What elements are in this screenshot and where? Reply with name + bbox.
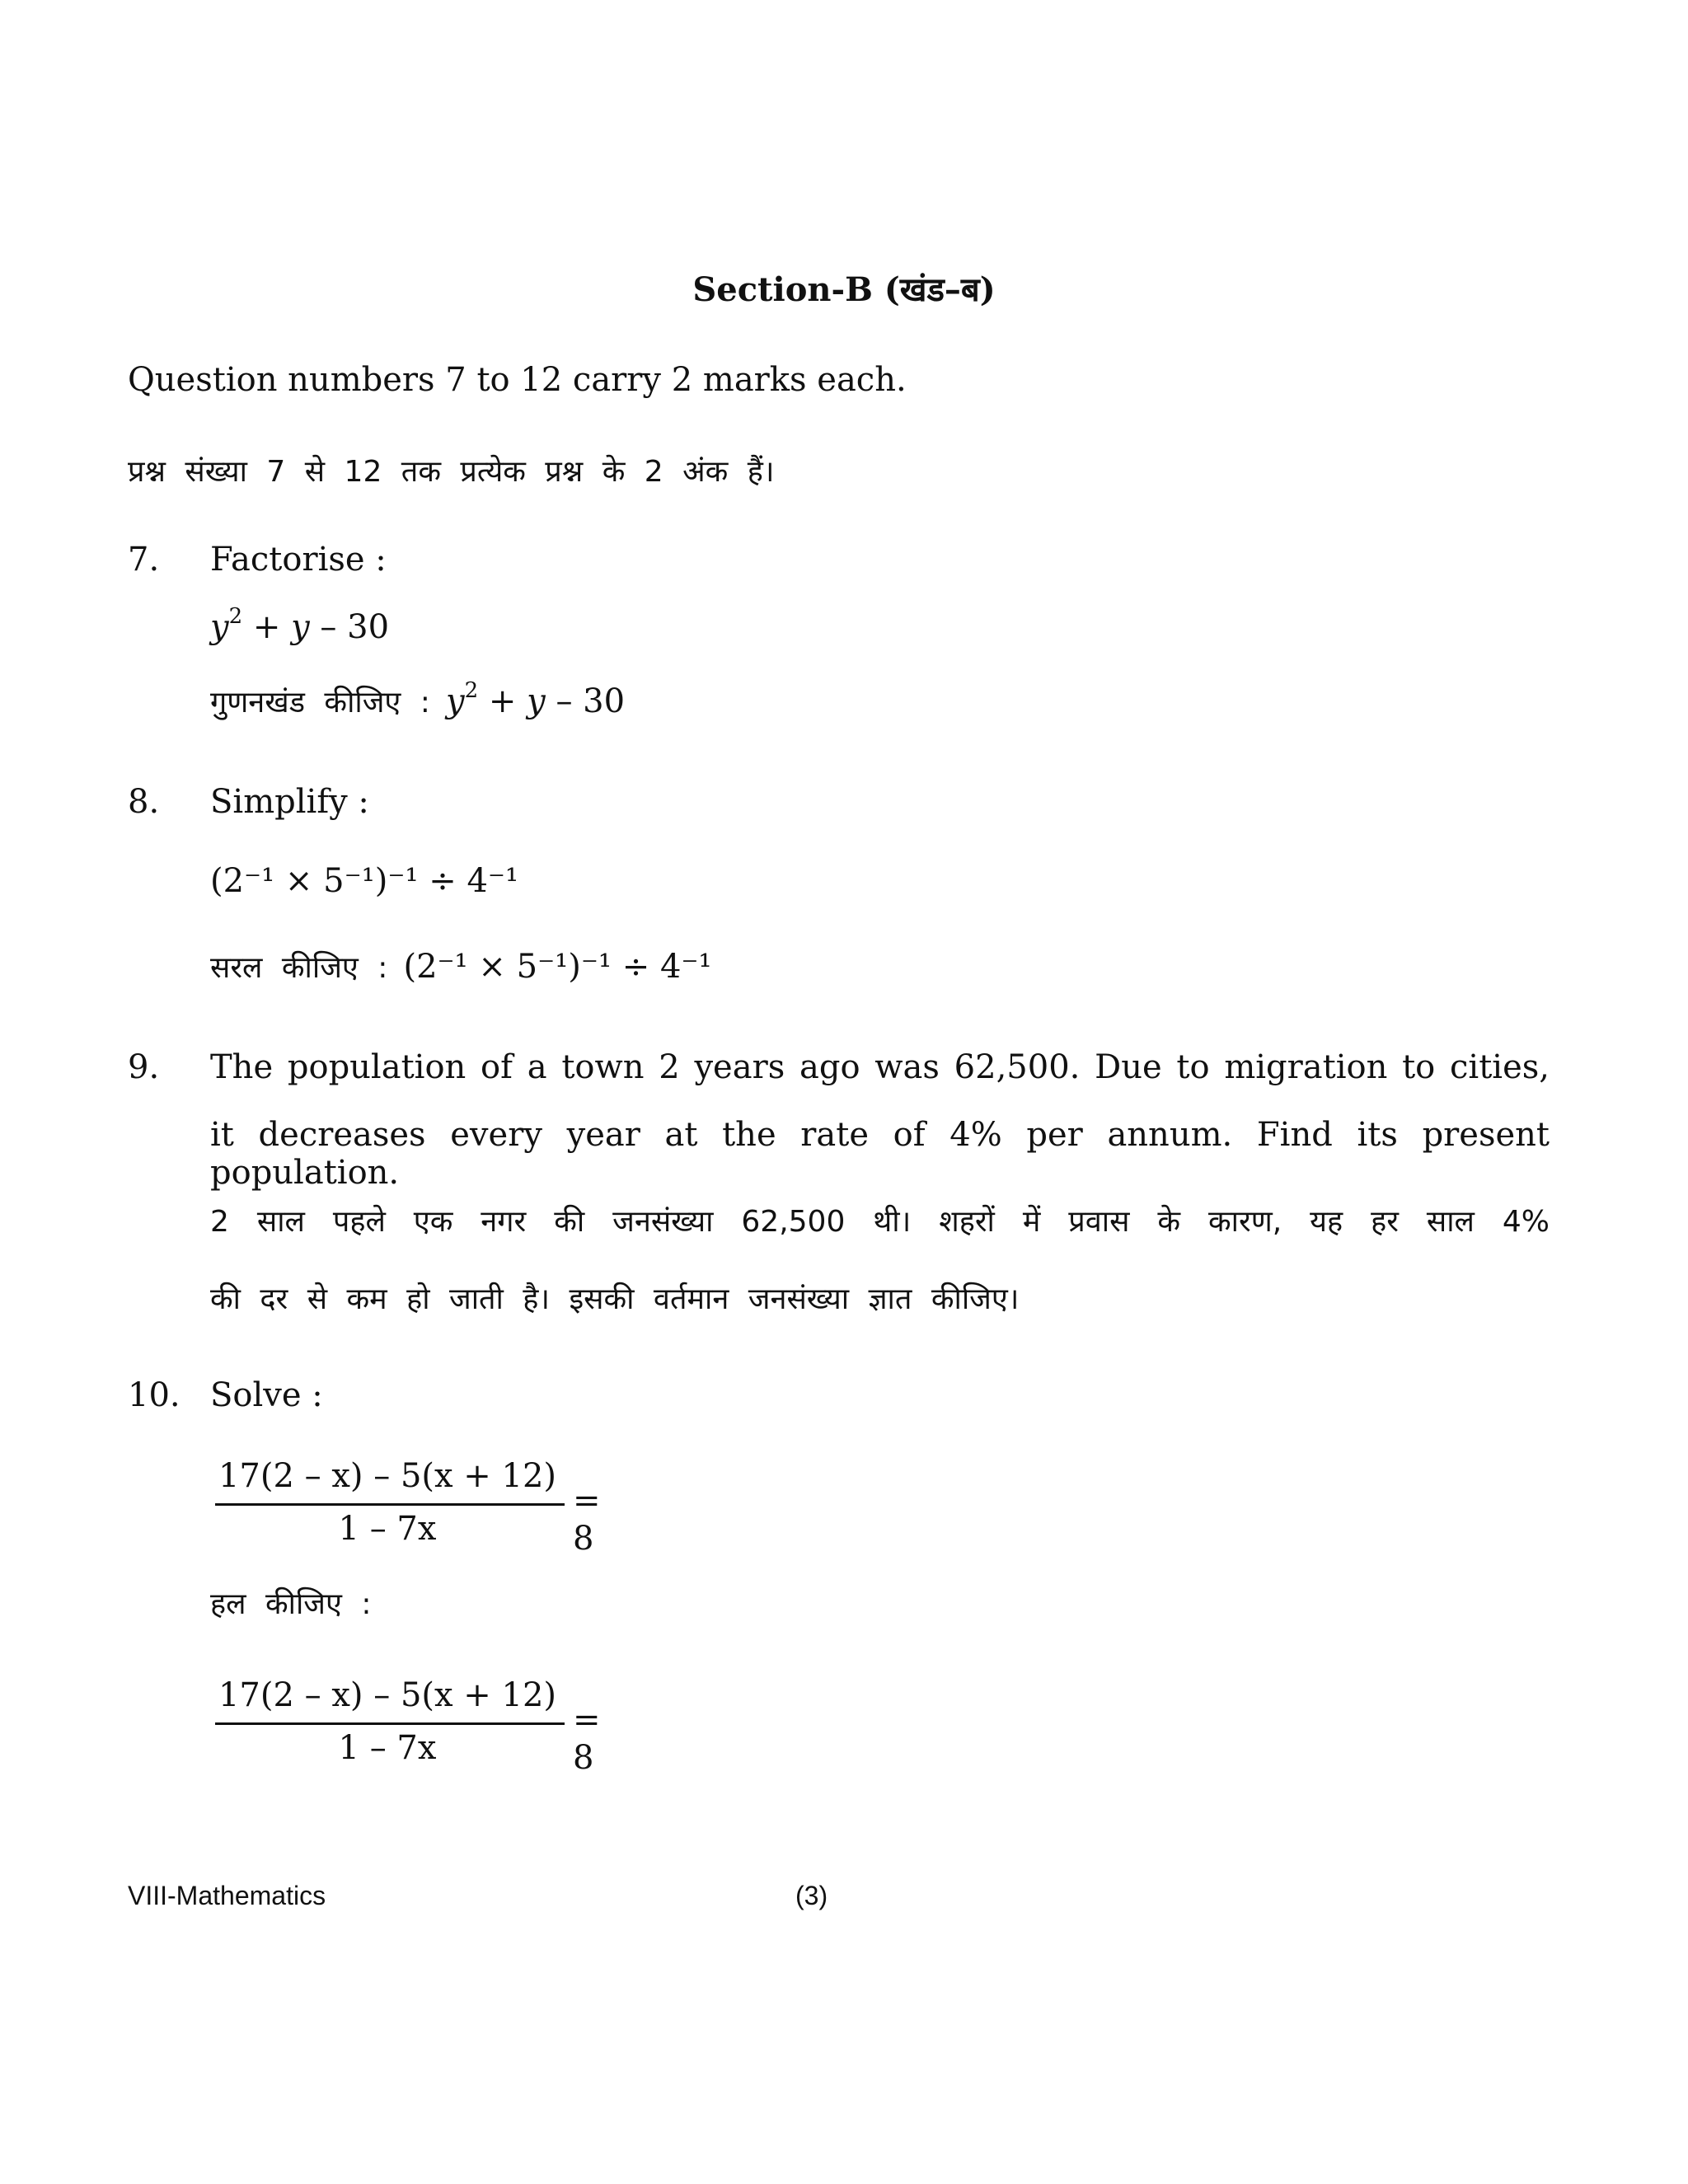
q7-expr-plus-2: + <box>478 682 528 720</box>
q8-number: 8. <box>128 783 160 821</box>
q10-number: 10. <box>128 1376 181 1414</box>
q9-line2-english: it decreases every year at the rate of 4% per annum. Find its present population. <box>210 1116 1550 1192</box>
q7-expr-var: y <box>291 608 310 646</box>
instruction-english: Question numbers 7 to 12 carry 2 marks each. <box>128 361 907 399</box>
q7-expression <box>210 604 390 646</box>
q7-expr-tail-2: – 30 <box>545 682 626 720</box>
q8-prompt-english: Simplify : <box>210 783 369 821</box>
q7-expr-exp: 2 <box>228 604 243 629</box>
q7-expr-var-2: y <box>527 682 546 720</box>
q7-expr-tail: – 30 <box>309 608 390 646</box>
q10-numerator: 17(2 – x) – 5(x + 12) <box>218 1457 557 1495</box>
instruction-hindi: प्रश्न संख्या 7 से 12 तक प्रत्येक प्रश्न के 2 अंक हैं। <box>128 455 775 489</box>
q10-prompt-english: Solve : <box>210 1376 323 1414</box>
q8-prompt-hindi: सरल कीजिए : <box>210 951 388 985</box>
footer-page-number: (3) <box>795 1881 828 1910</box>
q10-denominator-2: 1 – 7x <box>338 1729 437 1767</box>
q9-number: 9. <box>128 1048 160 1086</box>
q8-hindi-line <box>210 946 712 987</box>
q8-expression: (2⁻¹ × 5⁻¹)⁻¹ ÷ 4⁻¹ <box>210 862 519 900</box>
section-title: Section-B (खंड–ब) <box>692 270 996 309</box>
footer-subject: VIII-Mathematics <box>128 1881 326 1910</box>
q9-line2-hindi: की दर से कम हो जाती है। इसकी वर्तमान जनसंख्या ज्ञात कीजिए। <box>210 1282 1020 1316</box>
q7-hindi-line <box>210 678 626 721</box>
q10-fraction-bar <box>215 1503 565 1506</box>
q10-denominator: 1 – 7x <box>338 1510 437 1548</box>
q7-expr-plus: + <box>242 608 292 646</box>
q7-expr-exp-2: 2 <box>464 678 479 703</box>
q10-rhs-2: = 8 <box>573 1701 601 1777</box>
q7-prompt-english: Factorise : <box>210 541 387 579</box>
q10-numerator-2: 17(2 – x) – 5(x + 12) <box>218 1676 557 1714</box>
q10-prompt-hindi: हल कीजिए : <box>210 1587 372 1621</box>
q10-rhs: = 8 <box>573 1482 601 1558</box>
q7-expr-base-2: y <box>446 682 465 720</box>
q9-line1-english: The population of a town 2 years ago was 62,500. Due to migration to cities, <box>210 1048 1550 1086</box>
q7-number: 7. <box>128 541 160 579</box>
q7-prompt-hindi: गुणनखंड कीजिए : <box>210 686 430 719</box>
q7-expression-repeat <box>446 678 626 720</box>
q9-line1-hindi: 2 साल पहले एक नगर की जनसंख्या 62,500 थी। शहरों में प्रवास के कारण, यह हर साल 4% <box>210 1205 1550 1239</box>
q7-expr-base: y <box>210 608 229 646</box>
q8-expression-repeat: (2⁻¹ × 5⁻¹)⁻¹ ÷ 4⁻¹ <box>403 948 712 986</box>
q10-fraction-bar-2 <box>215 1722 565 1725</box>
